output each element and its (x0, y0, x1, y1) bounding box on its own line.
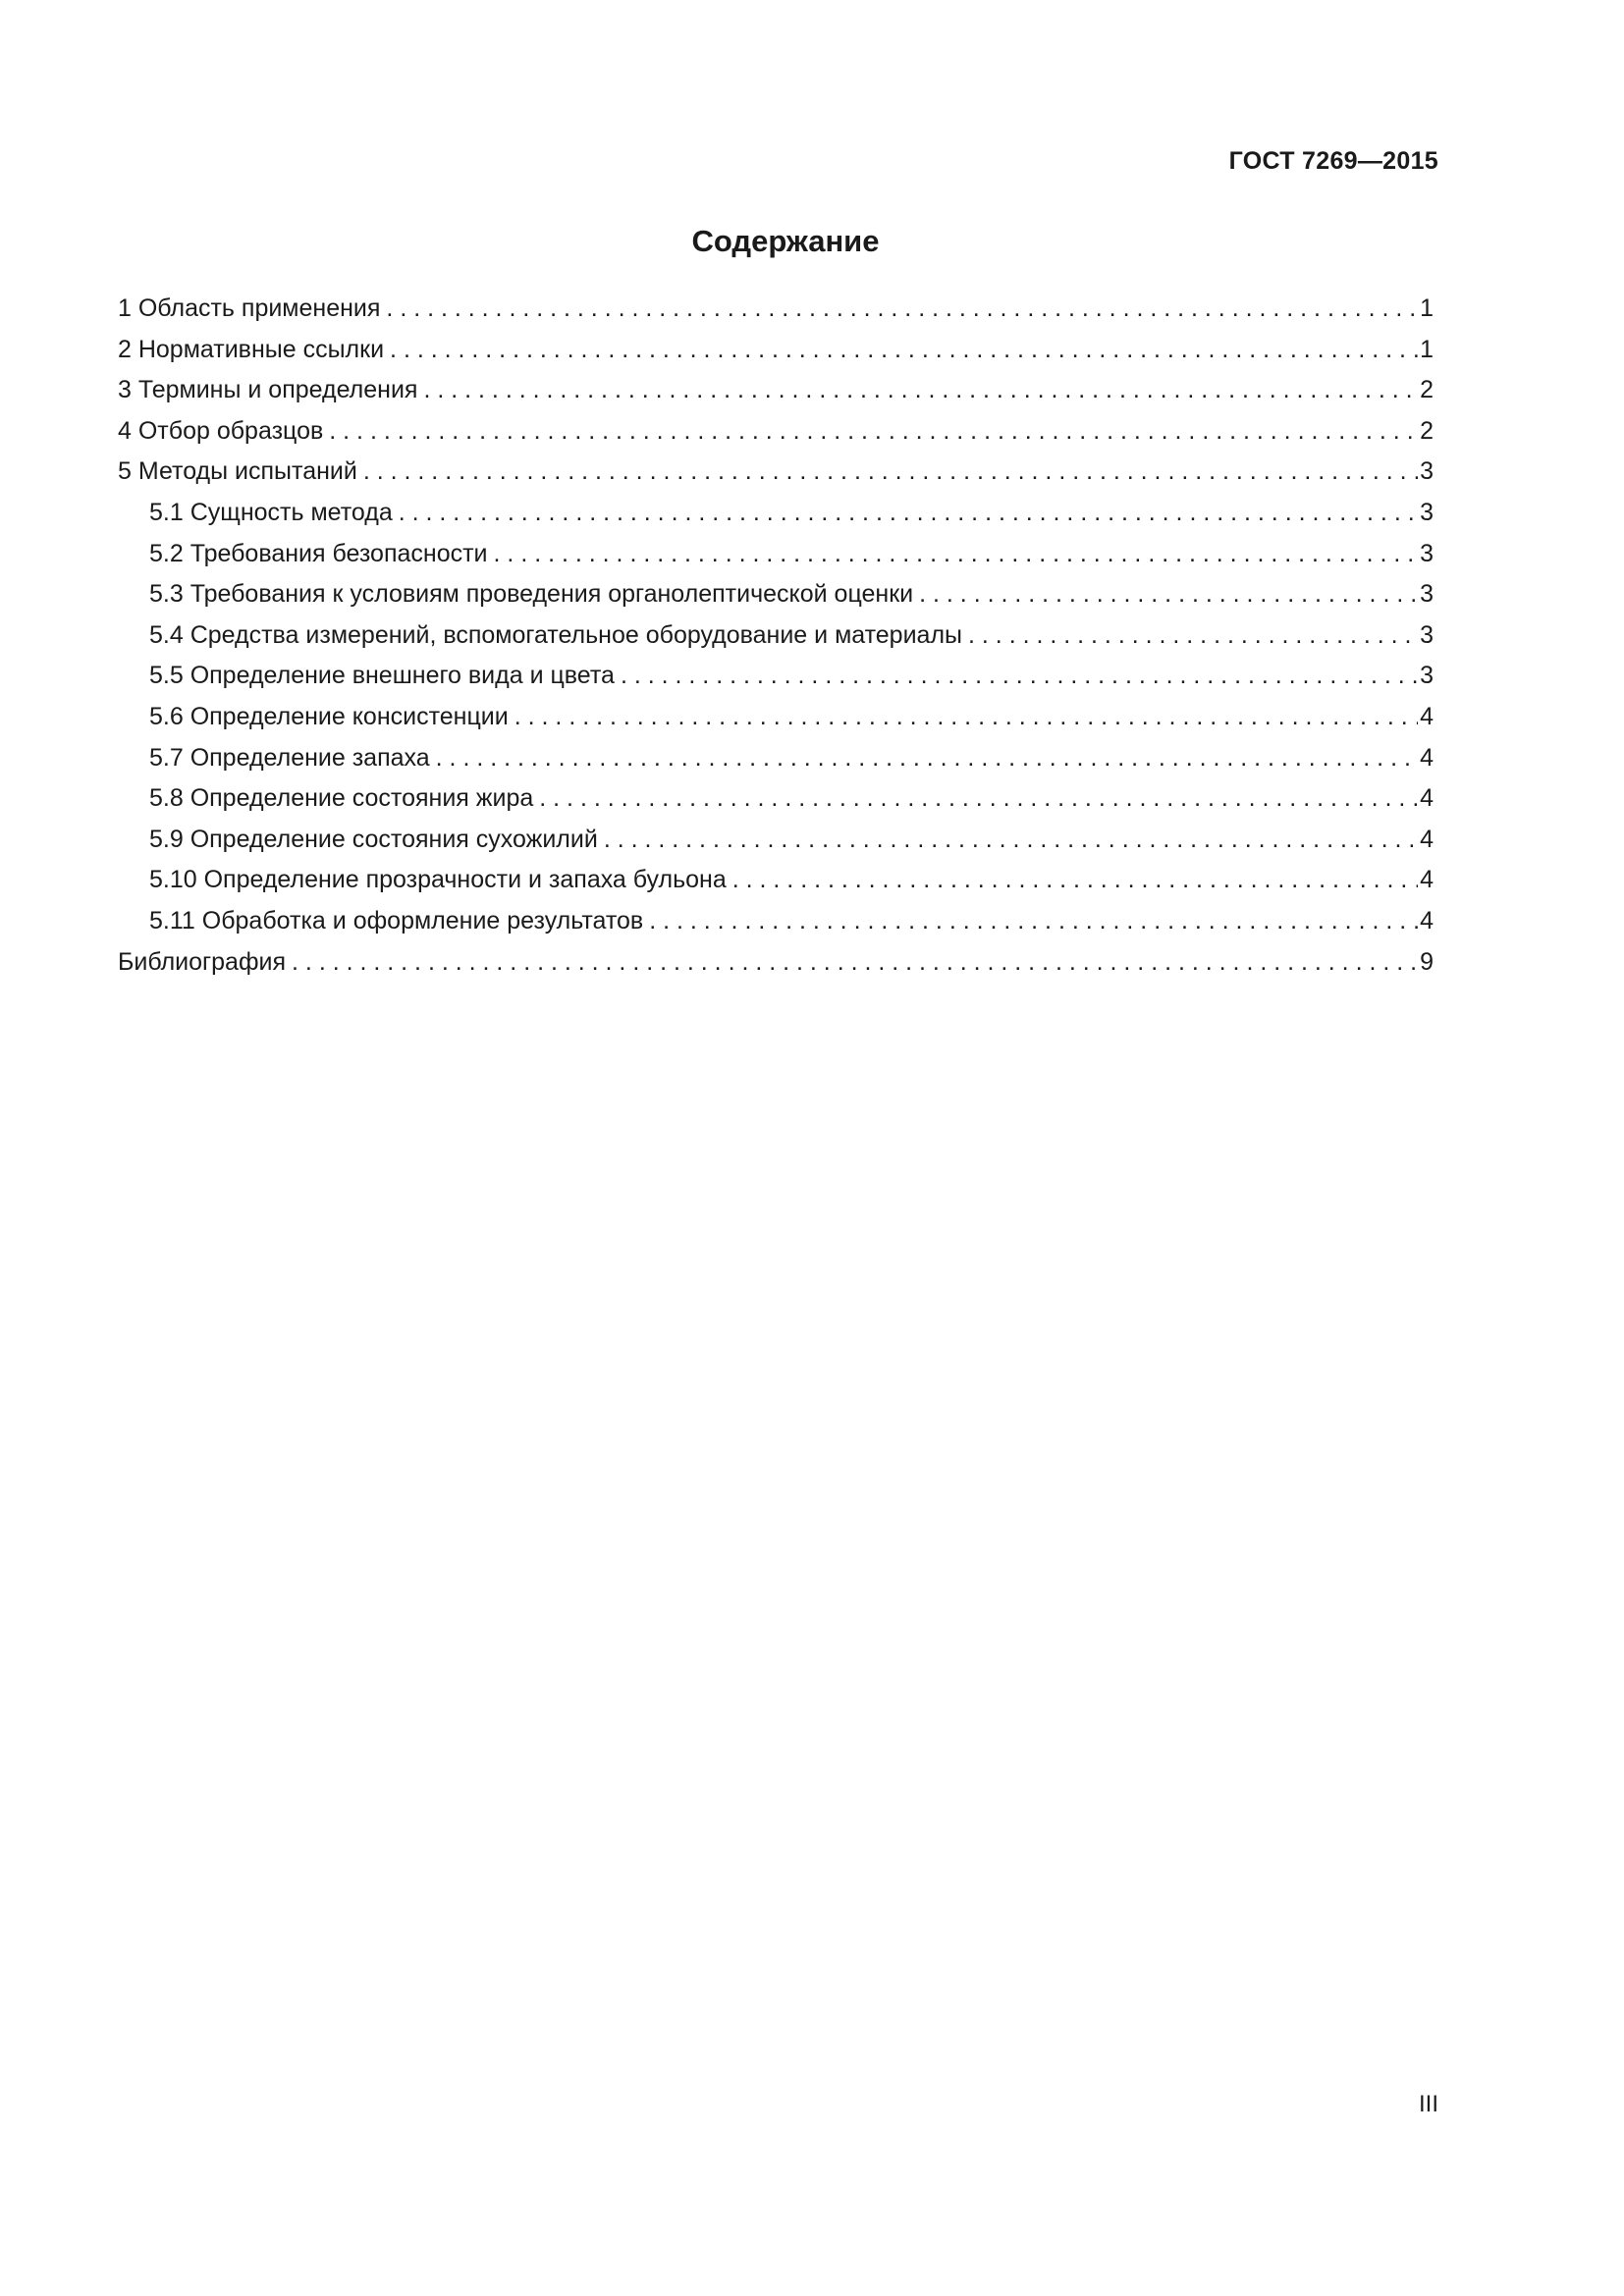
toc-entry-page: 1 (1420, 294, 1434, 322)
toc-leader-dots (514, 703, 1418, 731)
toc-entry-5-7[interactable] (118, 744, 1434, 785)
toc-entry-page: 3 (1420, 457, 1434, 486)
toc-leader-dots (919, 580, 1418, 609)
toc-entry-page: 4 (1420, 784, 1434, 813)
toc-entry-5-9[interactable] (118, 826, 1434, 867)
toc-entry-label: 5.11 Обработка и оформление результатов (149, 906, 644, 934)
toc-entry-5-6[interactable] (118, 703, 1434, 744)
toc-entry-5-11[interactable] (118, 907, 1434, 948)
toc-entry-page: 1 (1420, 335, 1434, 363)
toc-entry-5-2[interactable] (118, 540, 1434, 581)
toc-entry-page: 3 (1420, 620, 1434, 649)
toc-leader-dots (399, 499, 1418, 527)
toc-entry-label: 5.4 Средства измерений, вспомогательное оборудование и материалы (149, 620, 963, 649)
toc-leader-dots (423, 376, 1418, 404)
toc-leader-dots (292, 948, 1418, 977)
toc-entry-label: 5.10 Определение прозрачности и запаха бульона (149, 866, 727, 894)
toc-entry-label: 1 Область применения (118, 294, 381, 322)
document-code: ГОСТ 7269—2015 (1228, 147, 1438, 175)
toc-entry-3[interactable] (118, 376, 1434, 417)
toc-entry-page: 3 (1420, 662, 1434, 690)
toc-entry-label: 5.7 Определение запаха (149, 743, 430, 772)
toc-entry-5-3[interactable] (118, 580, 1434, 621)
toc-entry-page: 4 (1420, 743, 1434, 772)
toc-entry-5-10[interactable] (118, 866, 1434, 907)
toc-entry-5-1[interactable] (118, 499, 1434, 540)
toc-entry-label: 5.6 Определение консистенции (149, 702, 509, 730)
toc-entry-page: 3 (1420, 539, 1434, 567)
page-number: III (1418, 2091, 1438, 2117)
toc-entry-5-5[interactable] (118, 662, 1434, 703)
toc-entry-label: 5.2 Требования безопасности (149, 539, 488, 567)
toc-entry-page: 4 (1420, 906, 1434, 934)
toc-entry-label: 5.1 Сущность метода (149, 498, 393, 526)
toc-entry-2[interactable] (118, 336, 1434, 377)
toc-entry-page: 9 (1420, 947, 1434, 976)
toc-entry-page: 4 (1420, 825, 1434, 853)
toc-title: Содержание (691, 224, 880, 258)
toc-entry-page: 4 (1420, 866, 1434, 894)
toc-entry-label: 5.8 Определение состояния жира (149, 784, 534, 813)
toc-entry-5-8[interactable] (118, 784, 1434, 826)
toc-entry-label: 2 Нормативные ссылки (118, 335, 385, 363)
toc-entry-label: 5.9 Определение состояния сухожилий (149, 825, 598, 853)
toc-entry-label: 5.3 Требования к условиям проведения органолептической оценки (149, 580, 914, 609)
toc-leader-dots (363, 457, 1418, 486)
toc-leader-dots (649, 907, 1418, 935)
table-of-contents (118, 294, 1434, 988)
toc-entry-label: 5 Методы испытаний (118, 457, 357, 486)
toc-entry-page: 3 (1420, 580, 1434, 609)
toc-entry-5-4[interactable] (118, 621, 1434, 663)
toc-leader-dots (386, 294, 1418, 323)
toc-entry-label: 4 Отбор образцов (118, 416, 324, 445)
toc-entry-label: Библиография (118, 947, 287, 976)
toc-leader-dots (329, 417, 1418, 446)
toc-leader-dots (968, 621, 1418, 650)
toc-entry-label: 3 Термины и определения (118, 376, 418, 404)
toc-leader-dots (494, 540, 1419, 568)
toc-leader-dots (390, 336, 1418, 364)
toc-entry-page: 3 (1420, 498, 1434, 526)
toc-entry-label: 5.5 Определение внешнего вида и цвета (149, 662, 615, 690)
toc-entry-page: 4 (1420, 702, 1434, 730)
toc-leader-dots (436, 744, 1418, 773)
toc-entry-page: 2 (1420, 376, 1434, 404)
toc-entry-bibliography[interactable] (118, 948, 1434, 989)
toc-entry-page: 2 (1420, 416, 1434, 445)
toc-leader-dots (604, 826, 1418, 854)
toc-entry-5[interactable] (118, 457, 1434, 499)
toc-leader-dots (539, 784, 1418, 813)
toc-entry-1[interactable] (118, 294, 1434, 336)
toc-leader-dots (621, 662, 1418, 690)
toc-leader-dots (732, 866, 1418, 894)
toc-entry-4[interactable] (118, 417, 1434, 458)
